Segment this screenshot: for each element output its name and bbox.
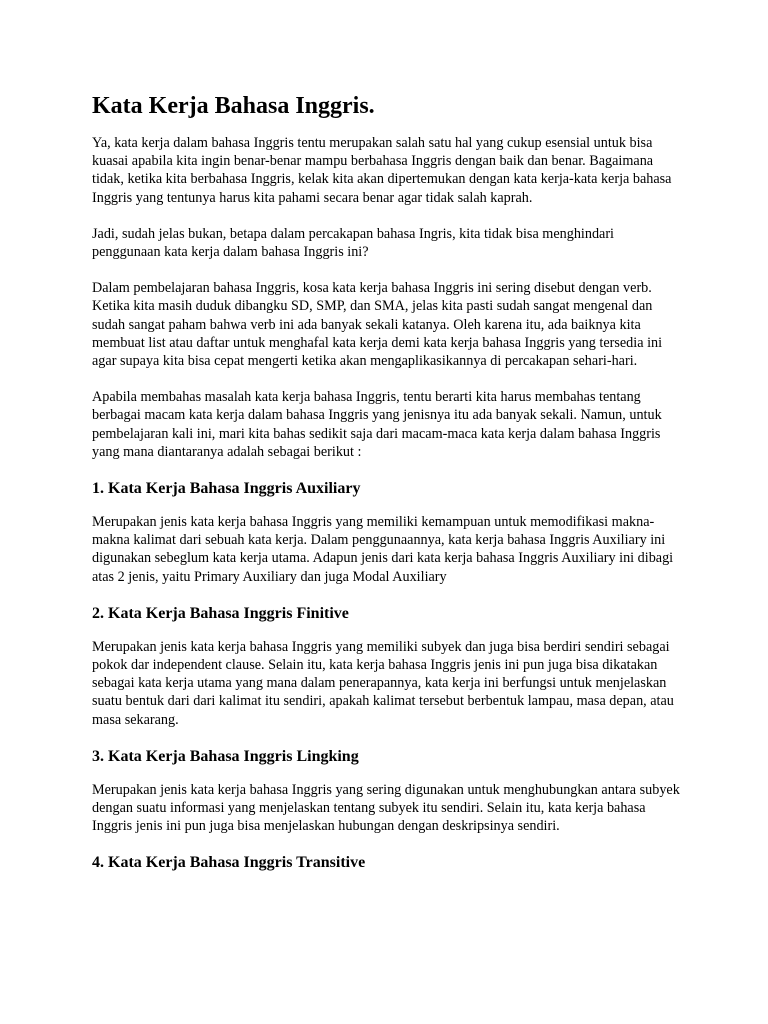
section-body-lingking: Merupakan jenis kata kerja bahasa Inggris yang sering digunakan untuk menghubungkan antara subyek dengan suatu informasi yang menjelaskan tentang subyek itu sendiri. Selain itu, kata kerja bahasa Inggris jenis ini pun juga bisa menjelaskan hubungan dengan deskripsinya sendiri. (92, 781, 680, 835)
section-heading-finitive: 2. Kata Kerja Bahasa Inggris Finitive (92, 604, 349, 622)
section-heading-lingking: 3. Kata Kerja Bahasa Inggris Lingking (92, 747, 359, 765)
section-heading-transitive: 4. Kata Kerja Bahasa Inggris Transitive (92, 854, 366, 872)
section-body-auxiliary: Merupakan jenis kata kerja bahasa Inggris yang memiliki kemampuan untuk memodifikasi makna-makna kalimat dari sebuah kata kerja. Dalam penggunaannya, kata kerja bahasa Inggris Auxiliary ini digunakan sebeglum kata kerja utama. Adapun jenis dari kata kerja bahasa Inggris Auxiliary ini dibagi atas 2 jenis, yaitu Primary Auxiliary dan juga Modal Auxiliary (92, 514, 674, 585)
intro-paragraph: Dalam pembelajaran bahasa Inggris, kosa kata kerja bahasa Inggris ini sering disebut dengan verb. Ketika kita masih duduk dibangku SD, SMP, dan SMA, jelas kita pasti sudah sangat mengenal dan sudah sangat paham bahwa verb ini ada banyak sekali katanya. Oleh karena itu, ada baiknya kita membuat list atau daftar untuk menghafal kata kerja demi kata kerja bahasa Inggris yang tersedia ini agar supaya kita bisa cepat mengerti ketika akan mengaplikasikannya di percakapan sehari-hari. (92, 280, 663, 370)
document-content (92, 92, 684, 887)
intro-paragraph: Apabila membahas masalah kata kerja bahasa Inggris, tentu berarti kita harus membahas tentang berbagai macam kata kerja dalam bahasa Inggris yang jenisnya itu ada banyak sekali. Namun, untuk pembelajaran kali ini, mari kita bahas sedikit saja dari macam-maca kata kerja dalam bahasa Inggris yang mana diantaranya adalah sebagai berikut : (92, 389, 662, 460)
section-heading-auxiliary: 1. Kata Kerja Bahasa Inggris Auxiliary (92, 480, 361, 498)
document-title: Kata Kerja Bahasa Inggris. (92, 93, 375, 119)
intro-paragraph: Ya, kata kerja dalam bahasa Inggris tentu merupakan salah satu hal yang cukup esensial untuk bisa kuasai apabila kita ingin benar-benar mampu berbahasa Inggris dengan baik dan benar. Bagaimana tidak, ketika kita berbahasa Inggris, kelak kita akan dipertemukan dengan kata kerja-kata kerja bahasa Inggris yang tentunya harus kita pahami secara benar agar tidak salah kaprah. (92, 135, 672, 206)
intro-paragraph: Jadi, sudah jelas bukan, betapa dalam percakapan bahasa Ingris, kita tidak bisa menghindari penggunaan kata kerja dalam bahasa Inggris ini? (92, 225, 615, 261)
section-body-finitive: Merupakan jenis kata kerja bahasa Inggris yang memiliki subyek dan juga bisa berdiri sendiri sebagai pokok dar independent clause. Selain itu, kata kerja bahasa Inggris jenis ini pun juga bisa dikatakan sebagai kata kerja utama yang mana dalam penerapannya, kata kerja ini berfungsi untuk menjelaskan suatu bentuk dari dari kalimat itu sendiri, apakah kalimat tersebut berbentuk lampau, masa depan, atau masa sekarang. (92, 638, 674, 728)
